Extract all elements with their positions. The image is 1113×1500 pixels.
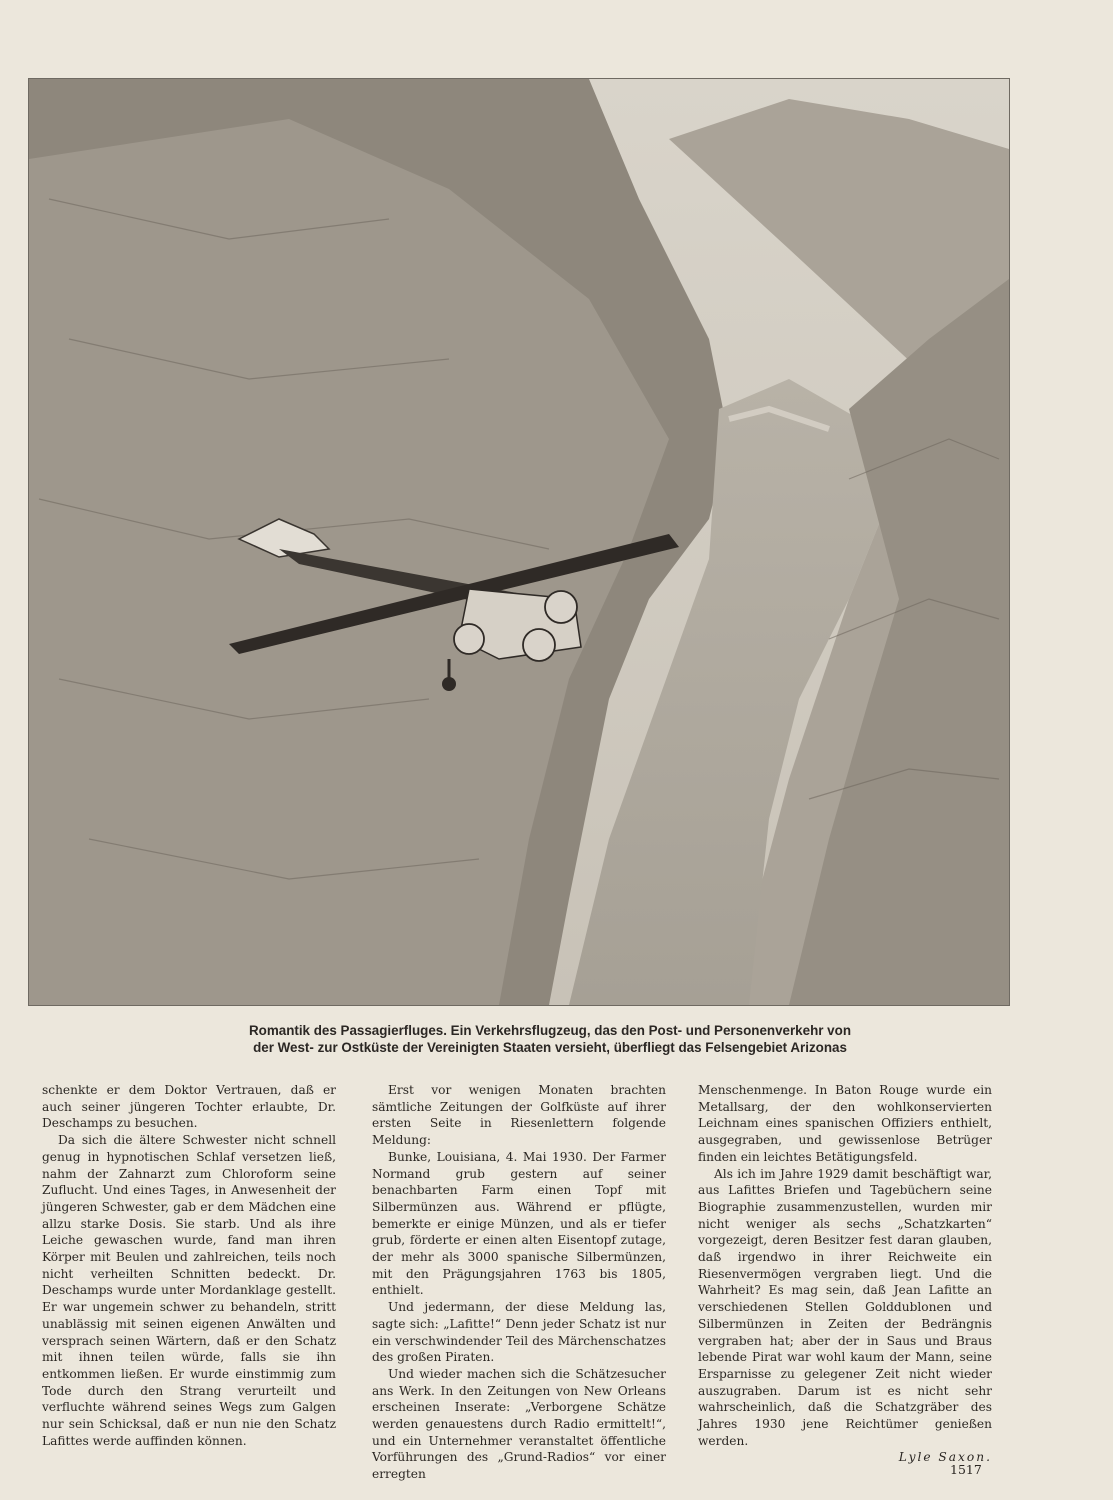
- page-number: 1517: [950, 1462, 982, 1477]
- photograph-airplane-over-canyon: [28, 78, 1010, 1006]
- caption-line-2: der West- zur Ostküste der Vereinigten Staaten versieht, überfliegt das Felsengebiet Arizonas: [253, 1040, 847, 1055]
- paragraph: Und jedermann, der diese Meldung las, sagte sich: „Lafitte!“ Denn jeder Schatz ist nur ein verschwindender Teil des Märchenschatzes des großen Piraten.: [372, 1300, 666, 1365]
- paragraph: Als ich im Jahre 1929 damit beschäftigt war, aus Lafittes Briefen und Tagebüchern seine Biographie zusammenzustellen, wurden mir nicht weniger als sechs „Schatzkarten“ vorgezeigt, deren Besitzer fest daran glauben, daß irgendwo in ihrer Reichweite ein Riesenvermögen vergraben liegt. Und die Wahrheit? Es mag sein, daß Jean Lafitte an verschiedenen Stellen Golddublonen und Silbermünzen in Zeiten der Bedrängnis vergraben hat; aber der in Saus und Braus lebende Pirat war wohl kaum der Mann, seine Ersparnisse zu gelegener Zeit nicht wieder auszugraben. Darum ist es nicht sehr wahrscheinlich, daß die Schatzgräber des Jahres 1930 jene Reichtümer genießen werden.: [698, 1166, 992, 1448]
- author-signature: Lyle Saxon.: [898, 1450, 992, 1465]
- caption-line-1: Romantik des Passagierfluges. Ein Verkehrsflugzeug, das den Post- und Personenverkehr von: [248, 1023, 851, 1038]
- article-column-3: [698, 1082, 992, 1466]
- paragraph: schenkte er dem Doktor Vertrauen, daß er auch seiner jüngeren Tochter erlaubte, Dr. Deschamps zu besuchen.: [42, 1083, 336, 1131]
- article-column-1: [42, 1082, 336, 1449]
- paragraph: Menschenmenge. In Baton Rouge wurde ein Metallsarg, der den wohlkonservierten Leichnam eines spanischen Offiziers enthielt, ausgegraben, und gewissenlose Betrüger finden ein leichtes Betätigungsfeld.: [698, 1083, 992, 1164]
- paragraph: Und wieder machen sich die Schätzesucher ans Werk. In den Zeitungen von New Orleans erscheinen Inserate: „Verborgene Schätze werden genauestens durch Radio ermittelt!“, und ein Unternehmer veranstaltet öffentliche Vorführungen des „Grund-Radios“ vor einer erregten: [372, 1366, 666, 1482]
- article-column-2: [372, 1082, 666, 1483]
- paragraph: Bunke, Louisiana, 4. Mai 1930. Der Farmer Normand grub gestern auf seiner benachbarten Farm einen Topf mit Silbermünzen aus. Während er pflügte, bemerkte er einige Münzen, und als er tiefer grub, förderte er einen alten Eisentopf zutage, der mehr als 3000 spanische Silbermünzen, mit den Prägungsjahren 1763 bis 1805, enthielt.: [372, 1149, 666, 1298]
- paragraph: Da sich die ältere Schwester nicht schnell genug in hypnotischen Schlaf versetzen ließ, nahm der Zahnarzt zum Chloroform seine Zuflucht. Und eines Tages, in Anwesenheit der jüngeren Schwester, gab er dem Mädchen eine allzu starke Dosis. Sie starb. Und als ihre Leiche gewaschen wurde, fand man ihren Körper mit Beulen und zahlreichen, teils noch nicht verheilten Schnitten bedeckt. Dr. Deschamps wurde unter Mordanklage gestellt. Er war ungemein schwer zu behandeln, stritt unablässig mit seinen eigenen Anwälten und versprach seinen Wärtern, daß er den Schatz mit ihnen teilen würde, falls sie ihn entkommen ließen. Er wurde einstimmig zum Tode durch den Strang verurteilt und verfluchte während seines Wegs zum Galgen nur sein Schicksal, daß er nun nie den Schatz Lafittes werde auffinden können.: [42, 1133, 336, 1448]
- canyon-airplane-illustration: [29, 79, 1009, 1005]
- paragraph: Erst vor wenigen Monaten brachten sämtliche Zeitungen der Golfküste auf ihrer ersten Seite in Riesenlettern folgende Meldung:: [372, 1083, 666, 1148]
- photo-caption: [150, 1022, 950, 1056]
